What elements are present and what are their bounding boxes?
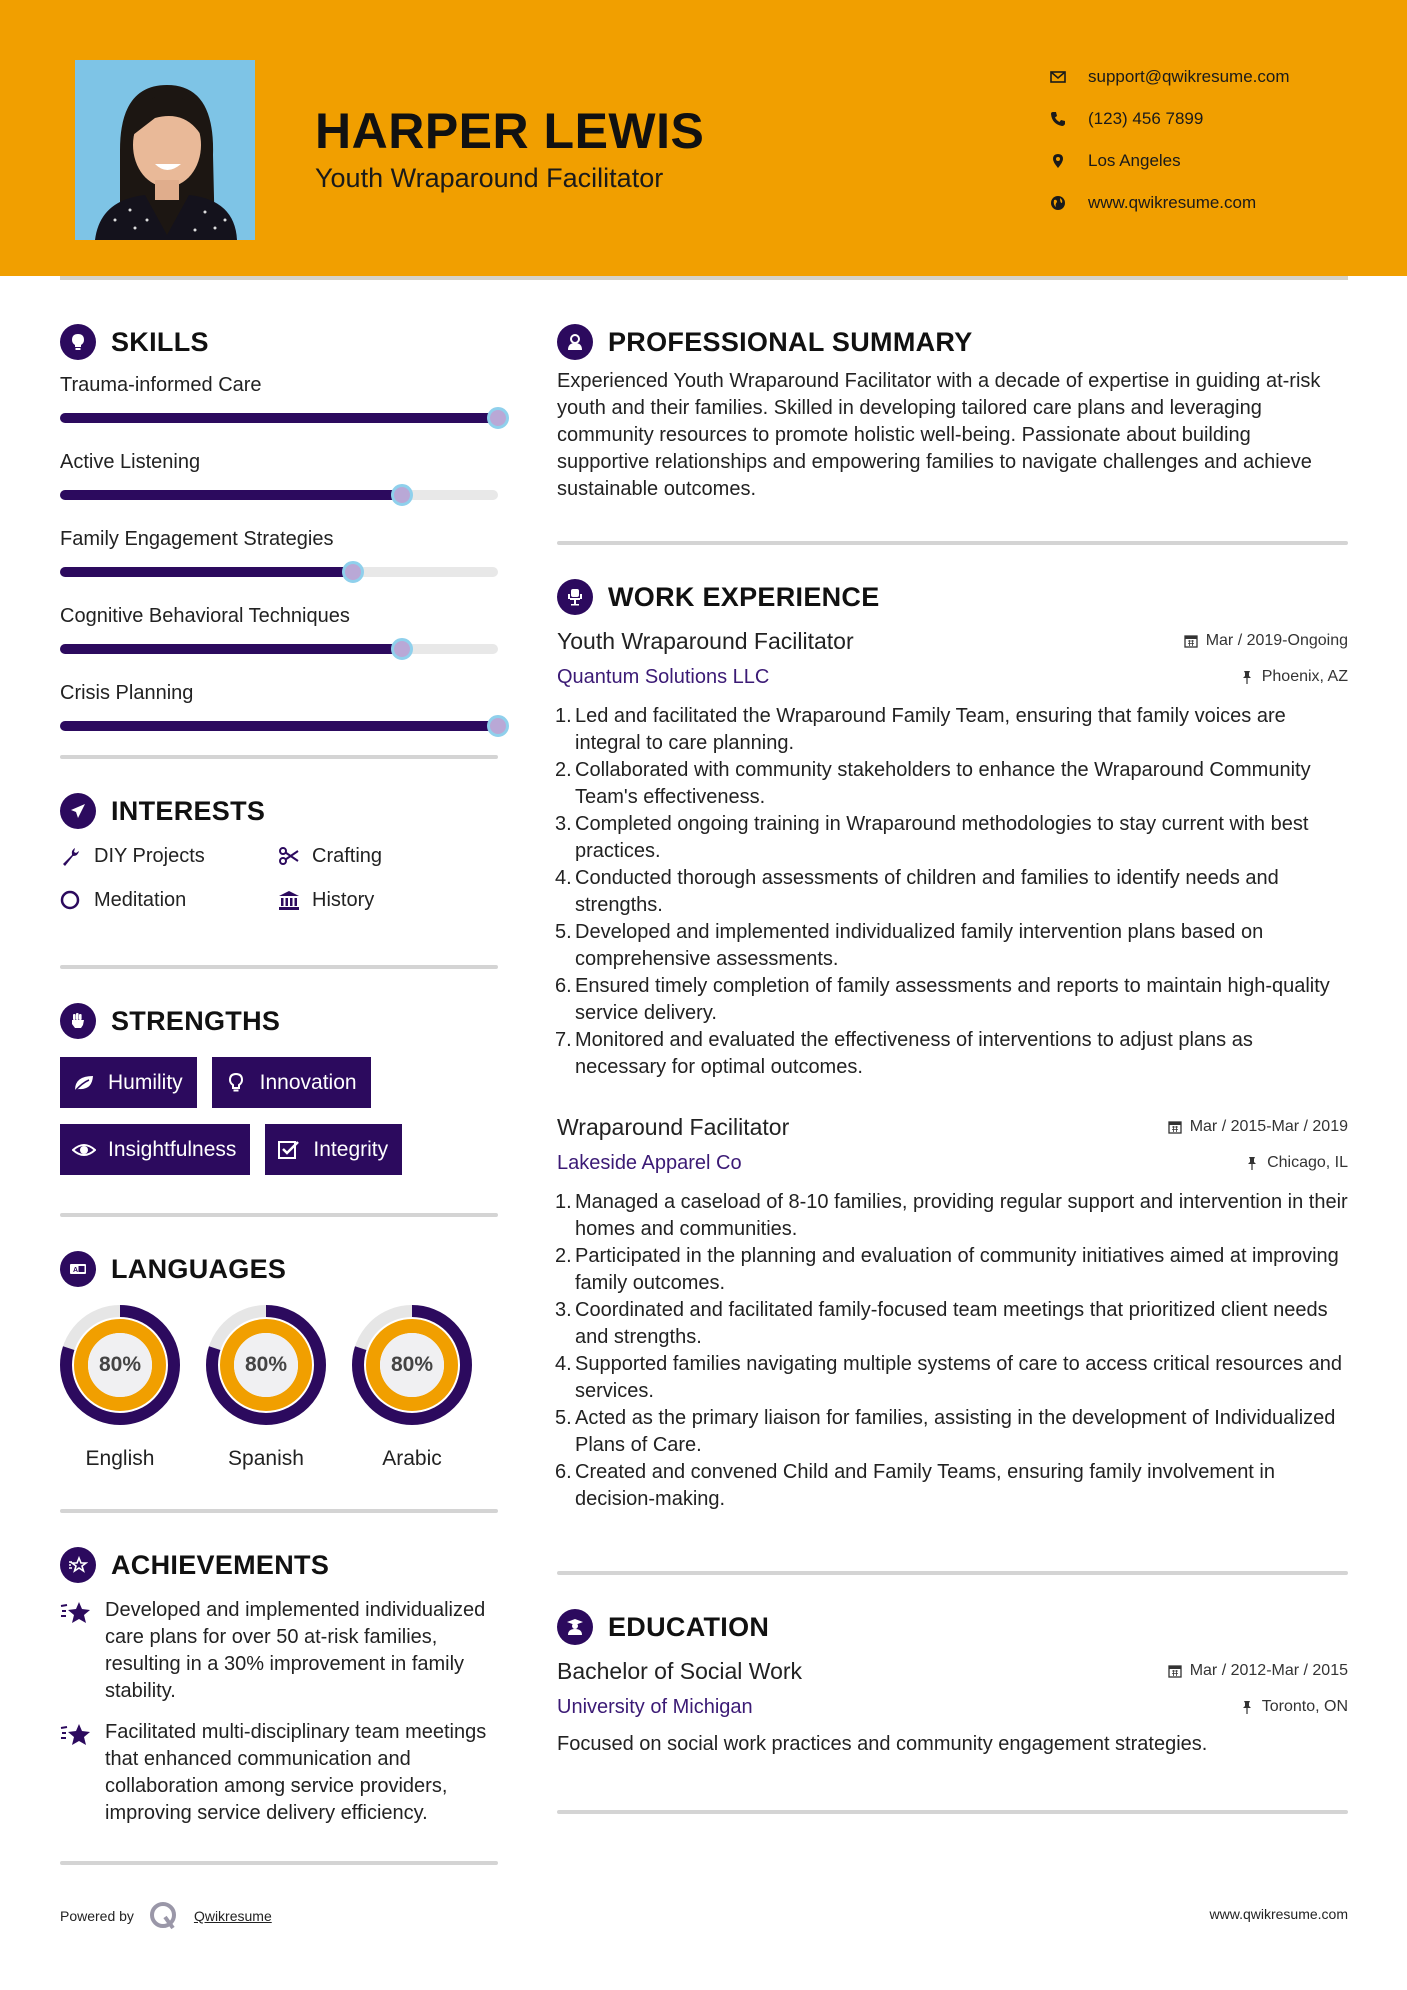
user-icon: [557, 324, 593, 360]
strength-badge: Integrity: [265, 1124, 402, 1175]
strength-badge: Innovation: [212, 1057, 371, 1108]
candidate-title: Youth Wraparound Facilitator: [315, 163, 664, 193]
contact-website[interactable]: www.qwikresume.com: [1050, 182, 1290, 224]
job-company: Lakeside Apparel Co: [557, 1152, 742, 1174]
bullet-item: 3. Coordinated and facilitated family-focused team meetings that prioritized client needs and strengths.: [555, 1299, 1328, 1348]
bullet-item: 6. Created and convened Child and Family Teams, ensuring family involvement in decision-making.: [555, 1461, 1275, 1510]
job-entry: [557, 1109, 1348, 1513]
section-divider: [60, 965, 498, 969]
interest-item: DIY Projects: [60, 839, 278, 873]
header-banner: [0, 0, 1407, 276]
section-divider: [557, 1571, 1348, 1575]
section-title: INTERESTS: [111, 795, 266, 826]
skill-item: Cognitive Behavioral Techniques: [60, 601, 498, 654]
language-item: 80% English: [60, 1305, 180, 1471]
bullet-item: 4. Conducted thorough assessments of children and families to identify needs and strengths.: [555, 867, 1279, 916]
office-chair-icon: [557, 579, 593, 615]
job-dates: Mar / 2015-Mar / 2019: [1168, 1118, 1348, 1136]
job-location: Phoenix, AZ: [1240, 668, 1348, 686]
translate-icon: [60, 1251, 96, 1287]
person-photo-icon: [75, 60, 255, 240]
contact-phone[interactable]: (123) 456 7899: [1050, 98, 1290, 140]
section-divider: [557, 1810, 1348, 1814]
lightbulb-icon: [224, 1072, 248, 1094]
skill-bar: [60, 644, 498, 654]
section-title: PROFESSIONAL SUMMARY: [608, 326, 973, 357]
languages-section: [60, 1247, 498, 1471]
education-description: Focused on social work practices and community engagement strategies.: [557, 1733, 1208, 1755]
qwikresume-link[interactable]: Qwikresume: [193, 1908, 272, 1924]
education-entry: [557, 1653, 1348, 1758]
skill-knob: [342, 561, 364, 583]
paper-plane-icon: [60, 793, 96, 829]
qwikresume-logo-icon: [148, 1900, 180, 1932]
wrench-icon: [60, 845, 82, 867]
job-bullets: [557, 1189, 1348, 1513]
section-divider: [557, 541, 1348, 545]
degree: Bachelor of Social Work: [557, 1658, 803, 1684]
section-divider: [60, 1509, 498, 1513]
phone-icon: [1050, 111, 1088, 127]
checkbox-icon: [277, 1139, 301, 1161]
skill-item: Active Listening: [60, 447, 498, 500]
bullet-item: 1. Led and facilitated the Wraparound Family Team, ensuring that family voices are integral to care planning.: [555, 705, 1286, 754]
calendar-icon: [1168, 1120, 1182, 1134]
language-item: 80% Arabic: [352, 1305, 472, 1471]
footer-powered-by: Powered by Qwikresume: [60, 1900, 272, 1932]
section-divider: [60, 1861, 498, 1865]
education-location: Toronto, ON: [1240, 1698, 1348, 1716]
skill-item: Family Engagement Strategies: [60, 524, 498, 577]
pushpin-icon: [1240, 1700, 1254, 1714]
experience-section: [557, 575, 1348, 1513]
skill-item: Trauma-informed Care: [60, 370, 498, 423]
job-entry: [557, 623, 1348, 1081]
skill-knob: [487, 715, 509, 737]
job-location: Chicago, IL: [1245, 1154, 1348, 1172]
fist-icon: [60, 1003, 96, 1039]
right-column: [557, 320, 1348, 1814]
bullet-item: 1. Managed a caseload of 8-10 families, providing regular support and intervention in their homes and communities.: [555, 1191, 1348, 1240]
bullet-item: 3. Completed ongoing training in Wraparound methodologies to stay current with best practices.: [555, 813, 1309, 862]
summary-section: [557, 320, 1348, 503]
section-divider: [60, 1213, 498, 1217]
star-badge-icon: [60, 1547, 96, 1583]
section-title: WORK EXPERIENCE: [608, 581, 880, 612]
globe-icon: [1050, 195, 1088, 211]
svg-text:A: A: [73, 1267, 79, 1274]
calendar-icon: [1168, 1664, 1182, 1678]
pushpin-icon: [1240, 670, 1254, 684]
pushpin-icon: [1245, 1156, 1259, 1170]
achievement-item: Facilitated multi-disciplinary team meetings that enhanced communication and collaboration among service providers, improving service delivery efficiency.: [60, 1719, 498, 1827]
skill-bar: [60, 413, 498, 423]
interest-item: Crafting: [278, 839, 498, 873]
education-dates: Mar / 2012-Mar / 2015: [1168, 1662, 1348, 1680]
skill-knob: [487, 407, 509, 429]
language-donut: 80%: [206, 1305, 326, 1425]
map-marker-icon: [1050, 153, 1088, 169]
education-section: [557, 1605, 1348, 1758]
section-title: EDUCATION: [608, 1611, 770, 1642]
eye-icon: [72, 1139, 96, 1161]
interest-item: History: [278, 883, 498, 917]
bullet-item: 4. Supported families navigating multiple systems of care to access critical resources and services.: [555, 1353, 1343, 1402]
calendar-icon: [1184, 634, 1198, 648]
skills-section: [60, 320, 498, 731]
bullet-item: 2. Participated in the planning and evaluation of community initiatives aimed at improving family outcomes.: [555, 1245, 1339, 1294]
section-title: ACHIEVEMENTS: [111, 1549, 330, 1580]
skill-bar: [60, 490, 498, 500]
contact-email[interactable]: support@qwikresume.com: [1050, 56, 1290, 98]
language-donut: 80%: [352, 1305, 472, 1425]
bullet-item: 6. Ensured timely completion of family assessments and reports to maintain high-quality service delivery.: [555, 975, 1330, 1024]
scissors-icon: [278, 845, 300, 867]
strength-badge: Humility: [60, 1057, 197, 1108]
circle-icon: [60, 889, 82, 911]
job-dates: Mar / 2019-Ongoing: [1184, 632, 1348, 650]
achievements-section: [60, 1543, 498, 1827]
footer-website[interactable]: www.qwikresume.com: [1209, 1906, 1348, 1922]
contact-list: [1050, 56, 1290, 224]
contact-location: Los Angeles: [1050, 140, 1290, 182]
language-donut: 80%: [60, 1305, 180, 1425]
skill-item: Crisis Planning: [60, 678, 498, 731]
skill-bar: [60, 721, 498, 731]
bullet-item: 5. Acted as the primary liaison for families, assisting in the development of Individualized Plans of Care.: [555, 1407, 1336, 1456]
section-title: LANGUAGES: [111, 1253, 287, 1284]
job-title: Youth Wraparound Facilitator: [557, 628, 854, 654]
candidate-name: HARPER LEWIS: [315, 103, 705, 159]
school: University of Michigan: [557, 1696, 753, 1718]
skill-bar: [60, 567, 498, 577]
language-item: 80% Spanish: [206, 1305, 326, 1471]
header-divider: [60, 276, 1348, 280]
section-divider: [60, 755, 498, 759]
strength-badge: Insightfulness: [60, 1124, 250, 1175]
achievement-item: Developed and implemented individualized care plans for over 50 at-risk families, resulting in a 30% improvement in family stability.: [60, 1597, 498, 1705]
skill-knob: [391, 484, 413, 506]
job-company: Quantum Solutions LLC: [557, 666, 770, 688]
shooting-star-icon: [60, 1599, 92, 1627]
bullet-item: 7. Monitored and evaluated the effectiveness of interventions to adjust plans as necessary for optimal outcomes.: [555, 1029, 1253, 1078]
strengths-section: [60, 999, 498, 1175]
interest-item: Meditation: [60, 883, 278, 917]
section-title: SKILLS: [111, 326, 209, 357]
shooting-star-icon: [60, 1721, 92, 1749]
left-column: [60, 320, 498, 1865]
job-title: Wraparound Facilitator: [557, 1114, 790, 1140]
job-bullets: [557, 703, 1348, 1081]
section-title: STRENGTHS: [111, 1005, 281, 1036]
lightbulb-icon: [60, 324, 96, 360]
bullet-item: 5. Developed and implemented individualized family intervention plans based on comprehensive assessments.: [555, 921, 1264, 970]
graduate-icon: [557, 1609, 593, 1645]
envelope-icon: [1050, 69, 1088, 85]
museum-icon: [278, 889, 300, 911]
bullet-item: 2. Collaborated with community stakeholders to enhance the Wraparound Community Team's effectiveness.: [555, 759, 1311, 808]
interests-section: [60, 789, 498, 917]
skill-knob: [391, 638, 413, 660]
summary-text: Experienced Youth Wraparound Facilitator with a decade of expertise in guiding at-risk youth and their families. Skilled in developing tailored care plans and leveraging community resources to promote holistic well-being. Passionate about building supportive relationships and empowering families to navigate challenges and achieve sustainable outcomes.: [557, 370, 1321, 500]
profile-photo: [75, 60, 255, 240]
leaf-icon: [72, 1072, 96, 1094]
